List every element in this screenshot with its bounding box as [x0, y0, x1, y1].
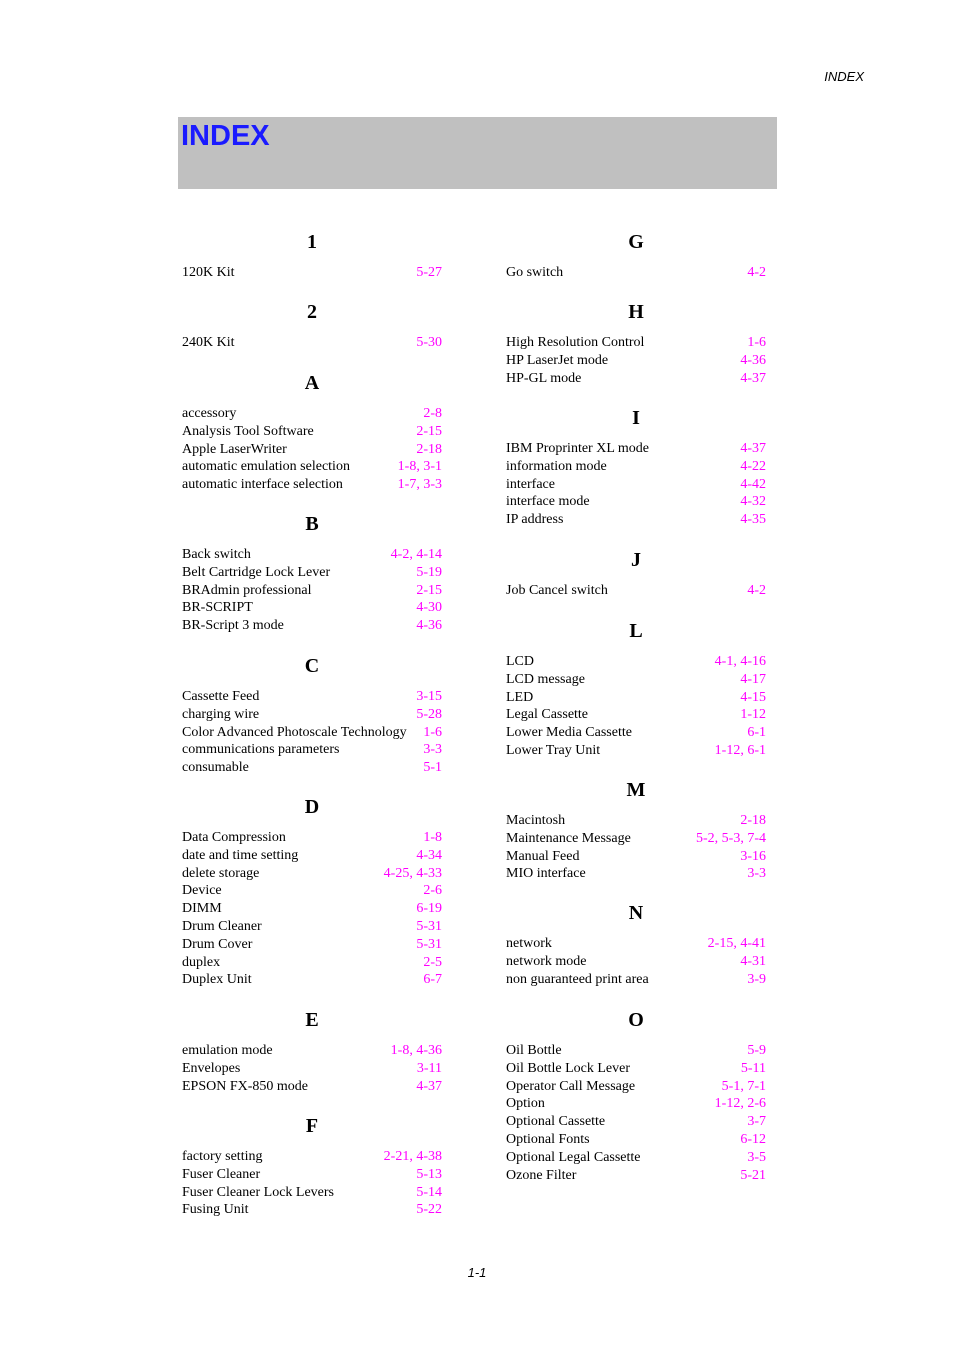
index-page-link[interactable]: 2-6 — [423, 883, 442, 899]
section-letter-a: A — [304, 372, 320, 394]
index-page-link[interactable]: 4-17 — [740, 671, 766, 687]
index-page-link[interactable]: 1-12, 6-1 — [714, 743, 766, 758]
index-entry[interactable] — [506, 1042, 766, 1060]
index-page-link[interactable]: 4-35 — [740, 512, 766, 528]
section-letter-1: 1 — [307, 231, 317, 253]
index-term: BRAdmin professional — [182, 582, 312, 598]
index-term: Device — [182, 883, 222, 899]
index-page-link[interactable]: 5-31 — [416, 919, 442, 934]
index-page-link[interactable]: 2-15 — [416, 582, 442, 598]
index-entry[interactable] — [506, 1078, 766, 1096]
index-entry[interactable] — [182, 1184, 442, 1202]
index-entry[interactable] — [182, 1078, 442, 1096]
index-page-link[interactable]: 4-42 — [740, 476, 766, 492]
section-letter-i: I — [632, 407, 640, 429]
index-entry[interactable] — [506, 1167, 766, 1185]
index-page-link[interactable]: 5-14 — [416, 1184, 442, 1200]
index-term: automatic interface selection — [182, 477, 343, 493]
index-page-link[interactable]: 6-7 — [423, 972, 442, 988]
section-letter-h: H — [628, 301, 644, 323]
running-head: INDEX — [824, 69, 864, 84]
index-term: Maintenance Message — [506, 830, 631, 846]
section-letter-m: M — [626, 779, 646, 801]
index-entry[interactable] — [506, 953, 766, 971]
index-entry[interactable] — [506, 1060, 766, 1078]
index-entry[interactable] — [182, 724, 442, 742]
index-term: LED — [506, 689, 534, 705]
index-entry[interactable] — [182, 688, 442, 706]
index-term: Back switch — [182, 547, 251, 562]
index-page-link[interactable]: 5-30 — [416, 335, 442, 350]
index-entry[interactable] — [182, 971, 442, 989]
index-page-link[interactable]: 3-9 — [747, 971, 766, 987]
index-entry[interactable] — [506, 334, 766, 352]
index-entry[interactable] — [506, 1149, 766, 1167]
index-term: emulation mode — [182, 1043, 273, 1058]
index-page-link[interactable]: 6-19 — [416, 901, 442, 917]
index-page-link[interactable]: 3-15 — [416, 689, 442, 704]
index-page-link[interactable]: 1-8, 4-36 — [390, 1043, 442, 1058]
index-entry[interactable] — [182, 865, 442, 883]
index-term: HP-GL mode — [506, 370, 582, 386]
index-entry[interactable] — [182, 546, 442, 564]
index-term: Optional Legal Cassette — [506, 1149, 641, 1165]
section-letter-n: N — [628, 902, 644, 924]
index-term: interface — [506, 476, 555, 492]
index-page-link[interactable]: 2-15 — [416, 423, 442, 439]
index-entry[interactable] — [506, 440, 766, 458]
index-entry[interactable] — [506, 671, 766, 689]
index-term: charging wire — [182, 706, 260, 722]
index-entry[interactable] — [506, 865, 766, 883]
index-entry[interactable] — [182, 582, 442, 600]
index-page-link[interactable]: 3-11 — [416, 1060, 442, 1076]
section-letter-2: 2 — [307, 301, 317, 323]
index-entry[interactable] — [182, 759, 442, 777]
index-term: DIMM — [182, 901, 222, 917]
index-entry[interactable] — [506, 1113, 766, 1131]
index-term: Drum Cleaner — [182, 919, 262, 934]
index-page-link[interactable]: 2-18 — [740, 813, 766, 828]
index-page-link[interactable]: 5-28 — [416, 706, 442, 722]
index-term: Option — [506, 1096, 545, 1112]
index-page-link[interactable]: 1-12, 2-6 — [714, 1096, 766, 1112]
index-entry[interactable] — [506, 1131, 766, 1149]
index-term: Operator Call Message — [506, 1078, 636, 1094]
index-entry[interactable] — [182, 1148, 442, 1166]
index-term: interface mode — [506, 494, 590, 510]
index-term: Optional Fonts — [506, 1132, 590, 1147]
index-term: Envelopes — [182, 1060, 241, 1076]
index-entry[interactable] — [506, 1095, 766, 1113]
index-term: Data Compression — [182, 830, 286, 845]
section-letter-b: B — [305, 513, 319, 535]
index-entry[interactable] — [506, 352, 766, 370]
index-page-link[interactable]: 3-3 — [423, 742, 442, 758]
index-term: Lower Media Cassette — [506, 725, 632, 741]
index-entry[interactable] — [182, 741, 442, 759]
index-term: communications parameters — [182, 742, 340, 758]
index-page-link[interactable]: 4-36 — [416, 618, 442, 634]
index-term: network — [506, 936, 552, 951]
index-term: HP LaserJet mode — [506, 352, 609, 368]
index-entry[interactable] — [182, 441, 442, 459]
index-page-link[interactable]: 5-21 — [740, 1167, 766, 1183]
index-term: Job Cancel switch — [506, 583, 608, 598]
index-term: Apple LaserWriter — [182, 441, 287, 457]
index-term: information mode — [506, 458, 607, 474]
index-page-link[interactable]: 4-25, 4-33 — [383, 865, 442, 881]
index-entry[interactable] — [182, 476, 442, 494]
index-term: High Resolution Control — [506, 335, 645, 350]
index-page-link[interactable]: 5-19 — [416, 564, 442, 580]
section-letter-d: D — [304, 796, 320, 818]
index-page-link[interactable]: 4-15 — [740, 689, 766, 705]
index-page-link[interactable]: 4-2 — [747, 583, 766, 598]
index-term: EPSON FX-850 mode — [182, 1078, 309, 1094]
index-entry[interactable] — [506, 971, 766, 989]
index-page-link[interactable]: 4-1, 4-16 — [714, 654, 766, 669]
index-term: date and time setting — [182, 847, 299, 863]
index-term: IBM Proprinter XL mode — [506, 441, 649, 456]
index-entry[interactable] — [506, 742, 766, 760]
index-page-link[interactable]: 2-8 — [423, 406, 442, 421]
index-entry[interactable] — [182, 617, 442, 635]
index-entry[interactable] — [182, 900, 442, 918]
index-term: Oil Bottle — [506, 1043, 562, 1058]
index-term: automatic emulation selection — [182, 459, 350, 475]
index-term: Manual Feed — [506, 848, 580, 864]
index-entry[interactable] — [182, 918, 442, 936]
page-number: 1-1 — [467, 1265, 487, 1280]
index-page-link[interactable]: 4-32 — [740, 494, 766, 510]
section-letter-e: E — [305, 1009, 319, 1031]
index-page-link[interactable]: 6-1 — [747, 725, 766, 741]
index-entry[interactable] — [506, 370, 766, 388]
index-term: Optional Cassette — [506, 1114, 606, 1130]
index-term: LCD message — [506, 671, 585, 687]
index-page-link[interactable]: 5-1, 7-1 — [721, 1078, 766, 1094]
index-page-link[interactable]: 4-31 — [740, 953, 766, 969]
index-entry[interactable] — [506, 706, 766, 724]
index-term: Fusing Unit — [182, 1202, 249, 1218]
index-page-link[interactable]: 4-36 — [740, 352, 766, 368]
index-entry[interactable] — [506, 724, 766, 742]
index-term: Oil Bottle Lock Lever — [506, 1060, 631, 1076]
index-term: Belt Cartridge Lock Lever — [182, 564, 331, 580]
index-entry[interactable] — [182, 458, 442, 476]
index-entry[interactable] — [506, 848, 766, 866]
index-term: network mode — [506, 953, 587, 969]
index-entry[interactable] — [182, 423, 442, 441]
index-entry[interactable] — [506, 511, 766, 529]
index-entry[interactable] — [506, 476, 766, 494]
index-term: BR-SCRIPT — [182, 600, 253, 616]
index-entry[interactable] — [506, 493, 766, 511]
index-page-link[interactable]: 6-12 — [740, 1132, 766, 1147]
index-term: non guaranteed print area — [506, 971, 649, 987]
section-letter-f: F — [305, 1115, 319, 1137]
index-entry[interactable] — [506, 582, 766, 600]
index-page-link[interactable]: 4-37 — [740, 370, 766, 386]
index-term: 120K Kit — [182, 265, 235, 280]
index-page-link[interactable]: 5-27 — [416, 265, 442, 280]
section-letter-j: J — [631, 549, 641, 571]
index-term: Duplex Unit — [182, 972, 252, 988]
index-page-link[interactable]: 2-21, 4-38 — [383, 1149, 442, 1164]
index-term: Cassette Feed — [182, 689, 260, 704]
index-term: delete storage — [182, 865, 260, 881]
section-letter-o: O — [628, 1009, 644, 1031]
index-page-link[interactable]: 1-6 — [423, 724, 442, 740]
index-page-link[interactable]: 4-30 — [416, 600, 442, 616]
index-entry[interactable] — [506, 689, 766, 707]
index-entry[interactable] — [182, 936, 442, 954]
index-page-link[interactable]: 2-18 — [416, 441, 442, 457]
index-term: duplex — [182, 954, 221, 970]
index-entry[interactable] — [182, 564, 442, 582]
index-page-link[interactable]: 4-22 — [740, 458, 766, 474]
index-term: Fuser Cleaner — [182, 1166, 261, 1182]
index-page-link[interactable]: 5-13 — [416, 1166, 442, 1182]
index-entry[interactable] — [182, 1042, 442, 1060]
index-page-link[interactable]: 5-1 — [423, 760, 442, 776]
index-entry[interactable] — [182, 1060, 442, 1078]
index-entry[interactable] — [182, 954, 442, 972]
index-page-link[interactable]: 2-5 — [423, 954, 442, 970]
index-page-link[interactable]: 4-34 — [416, 847, 442, 863]
index-entry[interactable] — [182, 1201, 442, 1219]
index-entry[interactable] — [182, 599, 442, 617]
index-page-link[interactable]: 1-12 — [740, 707, 766, 723]
index-entry[interactable] — [506, 830, 766, 848]
index-term: Color Advanced Photoscale Technology — [182, 724, 407, 740]
index-entry[interactable] — [182, 1166, 442, 1184]
index-term: Go switch — [506, 265, 564, 280]
index-term: Legal Cassette — [506, 707, 589, 723]
index-page-link[interactable]: 1-8, 3-1 — [397, 459, 442, 475]
index-term: 240K Kit — [182, 335, 235, 350]
index-page-link[interactable]: 5-9 — [747, 1043, 766, 1058]
index-page-link[interactable]: 4-2, 4-14 — [390, 547, 442, 562]
index-entry[interactable] — [182, 334, 442, 352]
index-entry[interactable] — [182, 264, 442, 282]
index-page-link[interactable]: 5-11 — [740, 1060, 766, 1076]
index-term: IP address — [506, 512, 564, 528]
index-term: Macintosh — [506, 813, 566, 828]
index-page-link[interactable]: 5-2, 5-3, 7-4 — [696, 830, 766, 846]
index-page-link[interactable]: 3-5 — [747, 1149, 766, 1165]
index-term: Lower Tray Unit — [506, 743, 601, 758]
index-entry[interactable] — [182, 847, 442, 865]
index-entry[interactable] — [506, 458, 766, 476]
index-page-link[interactable]: 4-37 — [740, 441, 766, 456]
index-term: Fuser Cleaner Lock Levers — [182, 1184, 334, 1200]
index-page-link[interactable]: 3-7 — [747, 1114, 766, 1130]
index-page-link[interactable]: 5-22 — [416, 1202, 442, 1218]
index-term: Analysis Tool Software — [182, 423, 314, 439]
index-page-link[interactable]: 1-7, 3-3 — [397, 477, 442, 493]
index-entry[interactable] — [182, 882, 442, 900]
index-page-link[interactable]: 3-3 — [747, 866, 766, 882]
index-page-link[interactable]: 3-16 — [740, 848, 766, 864]
index-page-link[interactable]: 5-31 — [416, 936, 442, 952]
section-letter-l: L — [629, 620, 643, 642]
index-term: Ozone Filter — [506, 1167, 577, 1183]
index-term: consumable — [182, 760, 249, 776]
index-term: LCD — [506, 654, 534, 669]
index-page-link[interactable]: 1-6 — [747, 335, 766, 350]
section-letter-c: C — [304, 655, 320, 677]
index-page-link[interactable]: 2-15, 4-41 — [707, 936, 766, 951]
index-page-link[interactable]: 1-8 — [423, 830, 442, 845]
index-term: MIO interface — [506, 866, 586, 882]
index-term: Drum Cover — [182, 936, 253, 952]
index-term: accessory — [182, 406, 237, 421]
index-entry[interactable] — [506, 264, 766, 282]
index-term: BR-Script 3 mode — [182, 618, 284, 634]
index-term: factory setting — [182, 1149, 263, 1164]
index-banner — [178, 117, 777, 189]
index-page-link[interactable]: 4-37 — [416, 1078, 442, 1094]
index-entry[interactable] — [506, 812, 766, 830]
index-entry[interactable] — [182, 405, 442, 423]
page-title: INDEX — [181, 120, 270, 152]
index-entry[interactable] — [506, 935, 766, 953]
index-entry[interactable] — [506, 653, 766, 671]
index-entry[interactable] — [182, 829, 442, 847]
index-page-link[interactable]: 4-2 — [747, 265, 766, 280]
index-entry[interactable] — [182, 706, 442, 724]
section-letter-g: G — [628, 231, 644, 253]
